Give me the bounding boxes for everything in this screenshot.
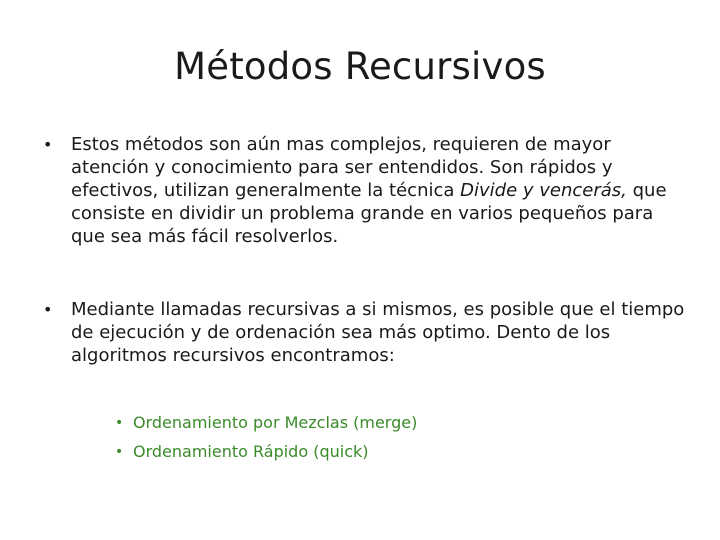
bullet-text-continued: que consiste en dividir un problema grande en varios pequeños para que sea más fácil resolverlos.: [71, 180, 667, 247]
bullet-item-1: [43, 133, 686, 248]
slide-title: Métodos Recursivos: [174, 45, 546, 88]
sub-bullet-text: Ordenamiento Rápido (quick): [133, 442, 369, 461]
bullet-emphasis: Divide y vencerás,: [460, 180, 627, 201]
bullet-marker: •: [43, 300, 53, 319]
sub-bullet-merge: [115, 411, 653, 435]
bullet-text: Estos métodos son aún mas complejos, requieren de mayor atención y conocimiento para ser entendidos. Son rápidos y efectivos, utilizan generalmente la técnica: [71, 134, 613, 201]
sub-bullet-marker: •: [115, 444, 124, 460]
sub-bullet-text: Ordenamiento por Mezclas (merge): [133, 413, 418, 432]
bullet-marker: •: [43, 135, 53, 154]
sub-bullet-quick: [115, 440, 653, 464]
bullet-text: Mediante llamadas recursivas a si mismos, es posible que el tiempo de ejecución y de ordenación sea más optimo. Dento de los algoritmos recursivos encontramos:: [71, 299, 685, 366]
bullet-item-2: [43, 298, 686, 367]
sub-bullet-marker: •: [115, 415, 124, 431]
